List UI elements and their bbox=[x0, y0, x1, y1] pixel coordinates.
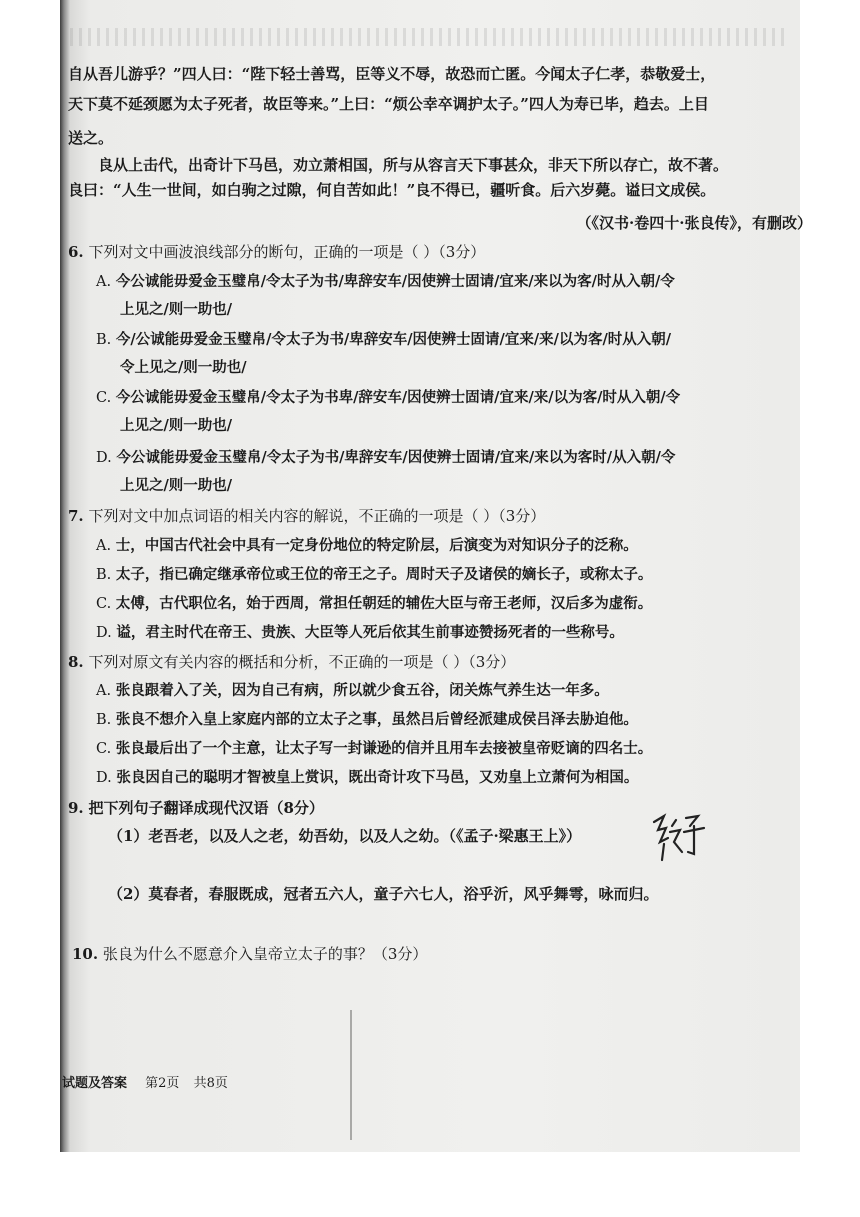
question-7 bbox=[68, 506, 545, 526]
question-6 bbox=[68, 242, 485, 262]
option-text: 张良不想介入皇上家庭内部的立太子之事，虽然吕后曾经派建成侯吕泽去胁迫他。 bbox=[115, 711, 638, 728]
q6-option-d bbox=[96, 448, 675, 468]
option-letter: C. bbox=[96, 741, 112, 757]
option-text: 太子，指已确定继承帝位或王位的帝王之子。周时天子及诸侯的嫡长子，或称太子。 bbox=[115, 566, 653, 583]
passage-line-4: 良从上击代，出奇计下马邑，劝立萧相国，所与从容言天下事甚众，非天下所以存亡，故不著。 bbox=[98, 156, 729, 174]
q7-option-b bbox=[96, 565, 652, 585]
q7-option-a bbox=[96, 536, 638, 556]
passage-line-1: 自从吾儿游乎？”四人曰：“陛下轻士善骂，臣等义不辱，故恐而亡匿。今闻太子仁孝，恭敬爱士， bbox=[68, 65, 716, 83]
question-10 bbox=[72, 944, 427, 964]
q9-item-2: （2）莫春者，春服既成，冠者五六人，童子六七人，浴乎沂，风乎舞雩，咏而归。 bbox=[108, 885, 659, 903]
option-text: 士，中国古代社会中具有一定身份地位的特定阶层，后演变为对知识分子的泛称。 bbox=[115, 537, 638, 554]
option-letter: A. bbox=[96, 538, 112, 554]
question-number: 6. bbox=[68, 243, 84, 261]
passage-line-3: 送之。 bbox=[68, 129, 114, 147]
q6-option-a-cont: 上见之/则一助也/ bbox=[120, 301, 233, 318]
question-stem: 下列对文中画波浪线部分的断句，正确的一项是（ ）（3分） bbox=[88, 243, 486, 261]
q6-option-a bbox=[96, 272, 675, 292]
footer-title: 试题及答案 bbox=[62, 1076, 128, 1091]
footer-page: 第2页 bbox=[145, 1076, 180, 1091]
q6-option-b-cont: 令上见之/则一助也/ bbox=[120, 359, 247, 376]
option-text: 今公诚能毋爱金玉璧帛/令太子为书/卑辞安车/因使辨士固请/宜来/来以为客/时从入朝/令 bbox=[115, 273, 675, 290]
option-text: 今/公诚能毋爱金玉璧帛/令太子为书/卑辞安车/因使辨士固请/宜来/来/以为客/时从入朝/ bbox=[115, 331, 672, 348]
q8-option-a bbox=[96, 681, 609, 701]
page-footer bbox=[62, 1072, 228, 1091]
option-letter: D. bbox=[96, 770, 112, 786]
question-stem: 张良为什么不愿意介入皇帝立太子的事？（3分） bbox=[102, 945, 428, 963]
passage-source: （《汉书·卷四十·张良传》，有删改） bbox=[576, 214, 812, 232]
paper-crease bbox=[350, 1010, 352, 1140]
option-letter: B. bbox=[96, 712, 112, 728]
option-text: 太傅，古代职位名，始于西周，常担任朝廷的辅佐大臣与帝王老师，汉后多为虚衔。 bbox=[115, 595, 653, 612]
option-letter: C. bbox=[96, 390, 112, 406]
option-text: 张良跟着入了关，因为自己有病，所以就少食五谷，闭关炼气养生达一年多。 bbox=[115, 682, 609, 699]
q6-option-c-cont: 上见之/则一助也/ bbox=[120, 417, 233, 434]
passage-line-2: 天下莫不延颈愿为太子死者，故臣等来。”上曰：“烦公幸卒调护太子。”四人为寿已毕，趋去。上目 bbox=[68, 95, 709, 113]
q8-option-b bbox=[96, 710, 638, 730]
question-8 bbox=[68, 652, 515, 672]
option-letter: B. bbox=[96, 332, 112, 348]
q9-item-1: （1）老吾老，以及人之老，幼吾幼，以及人之幼。（《孟子·梁惠王上》） bbox=[108, 827, 582, 845]
q7-option-c bbox=[96, 594, 652, 614]
scan-noise bbox=[70, 28, 790, 46]
option-text: 谥，君主时代在帝王、贵族、大臣等人死后依其生前事迹赞扬死者的一些称号。 bbox=[116, 624, 624, 641]
option-letter: B. bbox=[96, 567, 112, 583]
q6-option-c bbox=[96, 388, 680, 408]
option-text: 今公诚能毋爱金玉璧帛/令太子为书/卑辞安车/因使辨士固请/宜来/来以为客时/从入朝/令 bbox=[116, 449, 676, 466]
question-number: 9. bbox=[68, 799, 84, 817]
question-stem: 下列对文中加点词语的相关内容的解说，不正确的一项是（ ）（3分） bbox=[88, 507, 546, 525]
option-letter: D. bbox=[96, 625, 112, 641]
option-letter: C. bbox=[96, 596, 112, 612]
question-stem: 下列对原文有关内容的概括和分析，不正确的一项是（ ）（3分） bbox=[88, 653, 516, 671]
passage-line-5: 良曰：“人生一世间，如白驹之过隙，何自苦如此！”良不得已，疆听食。后六岁薨。谥曰文成侯。 bbox=[68, 181, 716, 199]
question-9 bbox=[68, 798, 324, 818]
question-stem: 把下列句子翻译成现代汉语（8分） bbox=[88, 799, 324, 817]
question-number: 8. bbox=[68, 653, 84, 671]
handwritten-note bbox=[650, 808, 710, 866]
option-text: 张良因自己的聪明才智被皇上赏识，既出奇计攻下马邑，又劝皇上立萧何为相国。 bbox=[116, 769, 639, 786]
question-number: 10. bbox=[72, 945, 99, 963]
option-text: 张良最后出了一个主意，让太子写一封谦逊的信并且用车去接被皇帝贬谪的四名士。 bbox=[115, 740, 653, 757]
option-text: 今公诚能毋爱金玉璧帛/令太子为书卑/辞安车/因使辨士固请/宜来/来/以为客/时从入朝/令 bbox=[115, 389, 681, 406]
option-letter: A. bbox=[96, 274, 112, 290]
footer-total: 共8页 bbox=[193, 1076, 228, 1091]
q7-option-d bbox=[96, 623, 624, 643]
option-letter: A. bbox=[96, 683, 112, 699]
q8-option-c bbox=[96, 739, 652, 759]
option-letter: D. bbox=[96, 450, 112, 466]
q6-option-d-cont: 上见之/则一助也/ bbox=[120, 477, 233, 494]
question-number: 7. bbox=[68, 507, 84, 525]
q8-option-d bbox=[96, 768, 638, 788]
q6-option-b bbox=[96, 330, 671, 350]
